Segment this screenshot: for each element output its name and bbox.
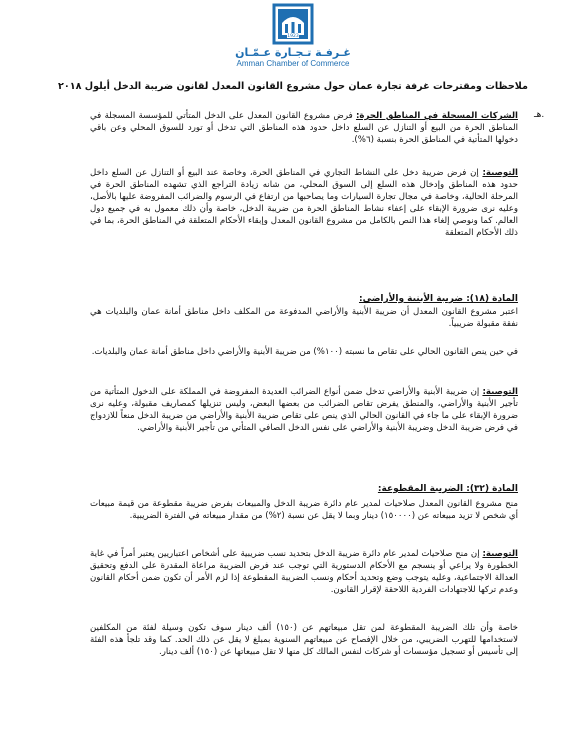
logo-arabic-name: غـرفـة تـجـارة عـمّـان <box>235 46 351 59</box>
article-18-recommendation: التوصية: إن ضريبة الأبنية والأراضي تدخل ضمن أنواع الضرائب العديدة المفروضة في المملكة على الدخول المتأتية من تأجير الأبنية والأراضي، والمنطق يفرض تقاص الضرائب من بعضها البعض، وليس تنزيلها كمصاريف مقبولة، وعليه نرى ضرورة الإبقاء على ما جاء في القانون الحالي الذي ينص على تقاص ضريبة الأبنية والأراضي من ضريبة الدخل منعاً للازدواج في فرض ضريبة الدخل وضريبة الأبنية والأراضي على نفس الدخل الصافي المتأتي من تأجير الأبنية والأراضي. <box>90 387 518 434</box>
article-18-heading: المادة (١٨): ضريبة الأبنية والأراضي: <box>358 294 518 304</box>
article-32-recommendation: التوصية: إن منح صلاحيات لمدير عام دائرة ضريبة الدخل بتحديد نسب ضريبية على أشخاص اعتباريين يعتبر أمراً في غاية الخطورة ولا يراعي أو ينسجم مع الأحكام الدستورية التي توجب عند فرض الضريبة مراعاة المقدرة على الدفع وتحقيق العدالة الاجتماعية، وعليه يتوجب وضع وتحديد أحكام ونسب الضريبة المقطوعة إذا لزم الأمر أن تكون ضمن أحكام القانون وعدم تركها للاجتهادات الفردية اللاحقة لإقرار القانون. <box>90 549 518 596</box>
section-number: هـ. <box>534 110 545 120</box>
article-32-heading: المادة (٣٢): الضريبة المقطوعة: <box>377 484 518 494</box>
recommendation-label: التوصية: <box>482 387 518 397</box>
recommendation-label: التوصية: <box>482 549 518 559</box>
article-32-paragraph: منح مشروع القانون المعدل صلاحيات لمدير عام دائرة ضريبة الدخل والمبيعات بفرض ضريبة مقطوعة من قيمة مبيعات أي شخص لا تزيد مبيعاته عن (١٥٠٠٠٠) دينار وبما لا يقل عن نسبة (٢%) من مقدار مبيعاته في الفترة الضريبية. <box>90 499 518 522</box>
free-zones-paragraph <box>90 110 518 146</box>
free-zones-recommendation-text: إن فرض ضريبة دخل على النشاط التجاري في المناطق الحرة، وخاصة عند البيع أو التنازل عن السلع داخل حدود هذه المناطق وإدخال هذه السلع إلى السوق المحلي، من شانه زيادة التراجع الذي تشهده المناطق الحرة في المرحلة الحالية، وخاصة في مجال تجارة السيارات وما يصاحبها من ارتفاع في الرسوم والضرائب المفروضة عليها بالأصل، وعليه نرى ضرورة الإبقاء على إعفاء نشاط المناطق الحرة من ضريبة الدخل، خاصة وأن ذلك معمول به في جميع دول العالم. كما ونوصي إلغاء هذا النص بالكامل من مشروع القانون المعدل وإبقاء الأحكام المتعلقة في المناطق الحرة، بما في ذلك الأحكام المتعلقة <box>90 168 518 239</box>
article-18-current-law: في حين ينص القانون الحالي على تقاص ما نسبته (١٠٠%) من ضريبة الأبنية والأراضي داخل مناطق أمانة عمان والبلديات. <box>91 347 518 357</box>
article-18-paragraph: اعتبر مشروع القانون المعدل أن ضريبة الأبنية والأراضي المدفوعة من المكلف داخل مناطق أمانة عمان والبلديات هي نفقة مقبولة ضريبياً. <box>90 307 518 330</box>
free-zones-recommendation <box>90 167 518 240</box>
free-zones-text: فرض مشروع القانون المعدل على الدخل المتأتي للمؤسسة المسجلة في المناطق الحرة من البيع أو التنازل عن السلع داخل حدود هذه المناطق التي تدخل أو تورد للسوق المحلي وعن باقي دخولها المتأتية في المناطق الحرة بنسبة (٦%). <box>90 111 518 146</box>
article-32-closing-paragraph: خاصة وأن تلك الضريبة المقطوعة لمن تقل مبيعاتهم عن (١٥٠) ألف دينار سوف تكون وسيلة لفئة من المكلفين لاستخدامها للتهرب الضريبي، من خلال الإفصاح عن مبيعاتهم السنوية بمبلغ لا يقل عن ذلك الحد. كما وقد تلجأ هذه الفئة إلى تأسيس أو تسجيل مؤسسات أو شركات لنفس المالك كل منها لا تقل مبيعاتها عن (١٥٠) ألف دينار. <box>90 623 518 658</box>
building-dome-icon <box>271 2 315 46</box>
logo-year: 1923 <box>287 34 299 39</box>
free-zones-lead: الشركات المسجلة في المناطق الحرة: <box>355 111 518 121</box>
document-title: ملاحظات ومقترحات غرفة تجارة عمان حول مشروع القانون المعدل لقانون ضريبة الدخل أيلول ٢٠١٨ <box>58 81 528 92</box>
recommendation-label: التوصية: <box>482 168 518 178</box>
logo-english-name: Amman Chamber of Commerce <box>236 59 350 68</box>
chamber-logo <box>228 2 358 76</box>
